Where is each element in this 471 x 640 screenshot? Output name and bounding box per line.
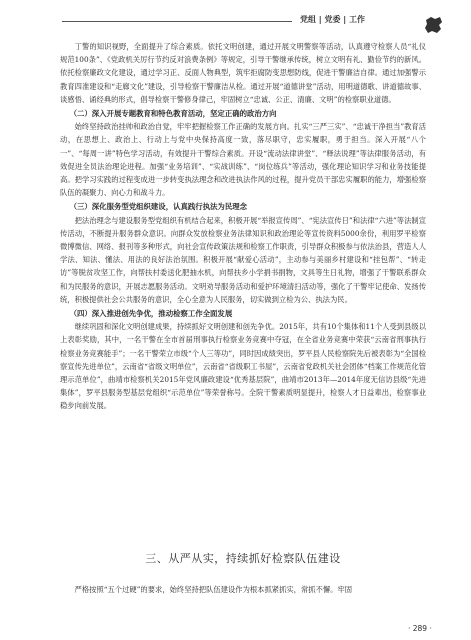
paragraph: 丁警的知识视野，全面提升了综合素质。依托文明创建，通过开展文明警察等活动，认真遵守检察人员“礼仪规范100条”、《党政机关厉行节约反对浪费条例》等规定，引导干警继承传统，树立文明有礼、勤俭节约的新风。依托检察廉政文化建设，通过学习正、反面人物典型，筑牢拒腐防变思想防线，促进干警廉洁自律。通过加强警示教育四准建设和“走廊文化”建设，引导检察干警廉洁从检。通过开展“道德讲堂”活动，用明道德歌、讲道德故事、谈感悟、诵经典的形式，倡导检察干警修身律己，牢固树立“忠诚、公正、清廉、文明”的检察职业道德。 [60,42,426,104]
section-title: 三、从严从实，持续抓好检察队伍建设 [145,552,341,565]
paragraph: 严格按照“五个过硬”的要求，始终坚持把队伍建设作为根本抓紧抓实，常抓不懈。牢固 [74,585,353,594]
paragraph: 继续巩固和深化文明创建成果，持续抓好文明创建和创先争优。2015年，共有10个集体和11个人受到县级以上表彰奖励，其中，一名干警在全市首届刑事执行检察业务竞赛中夺冠，在全省业务竞赛中荣获“云南省刑事执行检察业务竞赛能手”；一名干警荣立市级“个人三等功”，同时因成绩突出，罗平县人民检察院先后被表彰为“全国检察宣传先进单位”，云南省“省级文明单位”，云南省“省级职工书屋”，云南省党政机关社会团体“档案工作规范化管理示范单位”，曲靖市检察机关2015年党风廉政建设“优秀基层院”，曲靖市2013年—2014年度无信访县级“先进集体”，罗平县服务型基层党组织“示范单位”等荣誉称号。全院干警素质明显提升，检察人才日益辈出，检察事业稳步向前发展。 [60,322,426,411]
paragraph: 把法治理念与建设服务型党组织有机结合起来，积极开展“举报宣传周”、“宪法宣传日”和法律“六进”等法制宣传活动，不断提升服务群众意识。向群众发放检察业务法律知识和政治理论等宣传资料5000余份，利用罗平检察微博微信、网络、报刊等多种形式，向社会宣传政策法规和检察工作职责，引导群众积极参与依法治县，营造人人学法、知法、懂法、用法的良好法治氛围。积极开展“献爱心活动”，主动参与美丽乡村建设和“挂包帮”、“转走访”等脱贫攻坚工作，向帮扶村委送化肥抽水机，向帮扶乡小学捐书捐物，文具等生日礼物，增强了干警联系群众和为民服务的意识，开展志愿服务活动。文明劝导服务活动和爱护环境清扫活动等，强化了干警牢记使命、发扬传统，积极提供社会公共服务的意识，全心全意为人民服务，切实做到立检为公、执法为民。 [60,215,426,304]
header-title: 党组 | 党委 | 工作 [300,15,365,24]
subheading: （三）深化服务型党组织建设，认真践行执法为民理念 [69,202,247,212]
header-rule [62,21,292,22]
page-number: · 289 · [408,624,432,633]
subheading: （四）深入推进创先争优，推动检察工作全面发展 [69,309,233,319]
page-header [62,12,450,30]
map-icon [422,14,444,36]
article-body [60,40,426,413]
subheading: （二）深入开展专题教育和特色教育活动，坚定正确的政治方向 [69,109,277,119]
paragraph: 始终坚持政治挂帅和政治自觉，牢牢把握检察工作正确的发展方向。扎实“三严三实”、“忠诚干净担当”教育活动，在思想上、政治上、行动上与党中央保持高度一致，落尽职守，忠实履职，勇于担当。深入开展“八个一”、“每周一讲”特色学习活动，有效提升干警综合素质。开设“流动法律讲堂”、“释法说理”等法律服务活动，有效促进全员法治理论进程。加强“业务培训”、“实战训练”、“岗位练兵”等活动，强化理论知识学习和业务技能提高。把学习实践的过程变成进一步转变执法理念和改进执法作风的过程，提升党员干部忠实履职的能力，增强检察队伍的凝聚力、向心力和战斗力。 [60,122,426,198]
